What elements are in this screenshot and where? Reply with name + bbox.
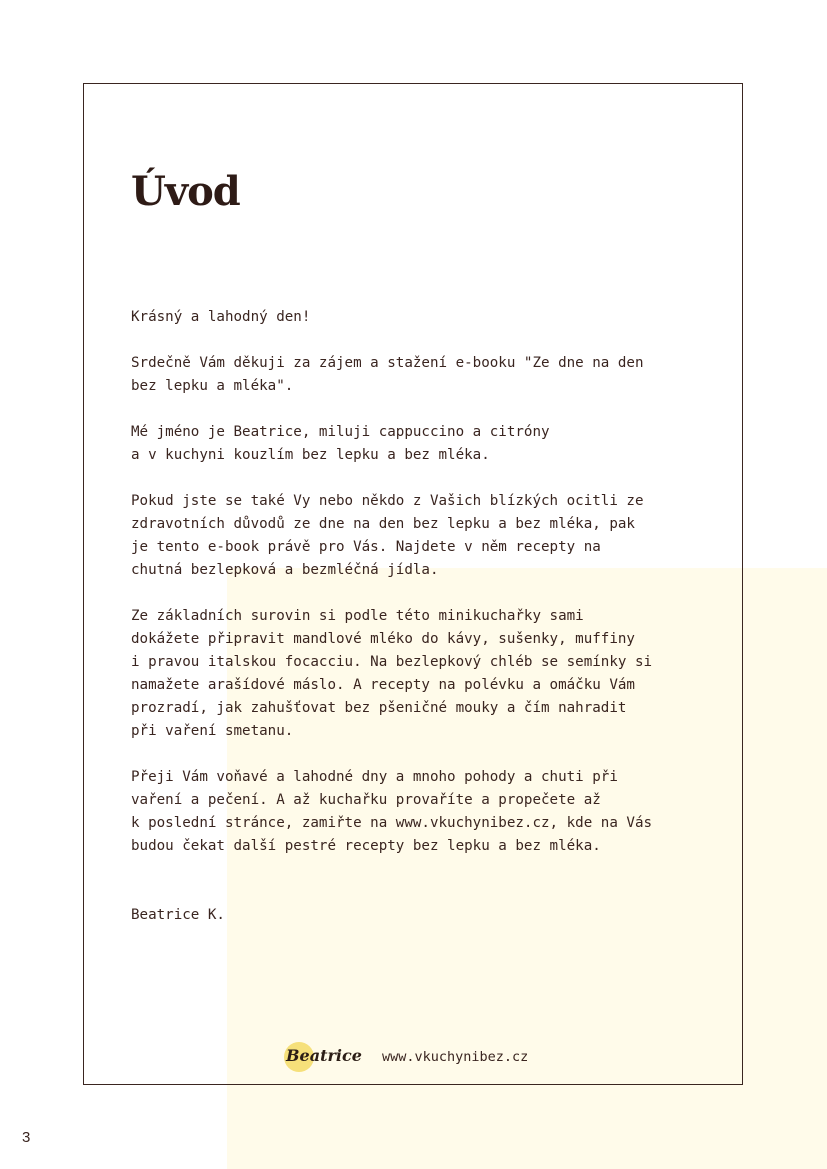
logo-text: Beatrice	[286, 1046, 362, 1065]
brand-logo	[282, 1040, 376, 1074]
page-title: Úvod	[131, 168, 240, 215]
purpose-paragraph: Pokud jste se také Vy nebo někdo z Vašich blízkých ocitli ze zdravotních důvodů ze dne na den bez lepku a bez mléka, pak je tento e-book právě pro Vás. Najdete v něm recepty na chutná bezlepková a bezmléčná jídla.	[131, 493, 644, 578]
intro-text	[131, 306, 711, 950]
page-number: 3	[22, 1129, 31, 1146]
footer-url[interactable]: www.vkuchynibez.cz	[382, 1049, 529, 1065]
contents-paragraph: Ze základních surovin si podle této minikuchařky sami dokážete připravit mandlové mléko do kávy, sušenky, muffiny i pravou italskou focacciu. Na bezlepkový chléb se semínky si namažete arašídové máslo. A recepty na polévku a omáčku Vám prozradí, jak zahušťovat bez pšeničné mouky a čím nahradit při vaření smetanu.	[131, 608, 653, 739]
thanks-paragraph: Srdečně Vám děkuji za zájem a stažení e-booku "Ze dne na den bez lepku a mléka".	[131, 355, 644, 394]
closing-paragraph: Přeji Vám voňavé a lahodné dny a mnoho pohody a chuti při vaření a pečení. A až kuchařku provaříte a propečete až k poslední stránce, zamiřte na www.vkuchynibez.cz, kde na Vás budou čekat další pestré recepty bez lepku a bez mléka.	[131, 769, 653, 854]
greeting-paragraph: Krásný a lahodný den!	[131, 309, 311, 325]
footer	[282, 1040, 528, 1074]
author-paragraph: Mé jméno je Beatrice, miluji cappuccino a citróny a v kuchyni kouzlím bez lepku a bez mléka.	[131, 424, 550, 463]
signature: Beatrice K.	[131, 907, 225, 923]
